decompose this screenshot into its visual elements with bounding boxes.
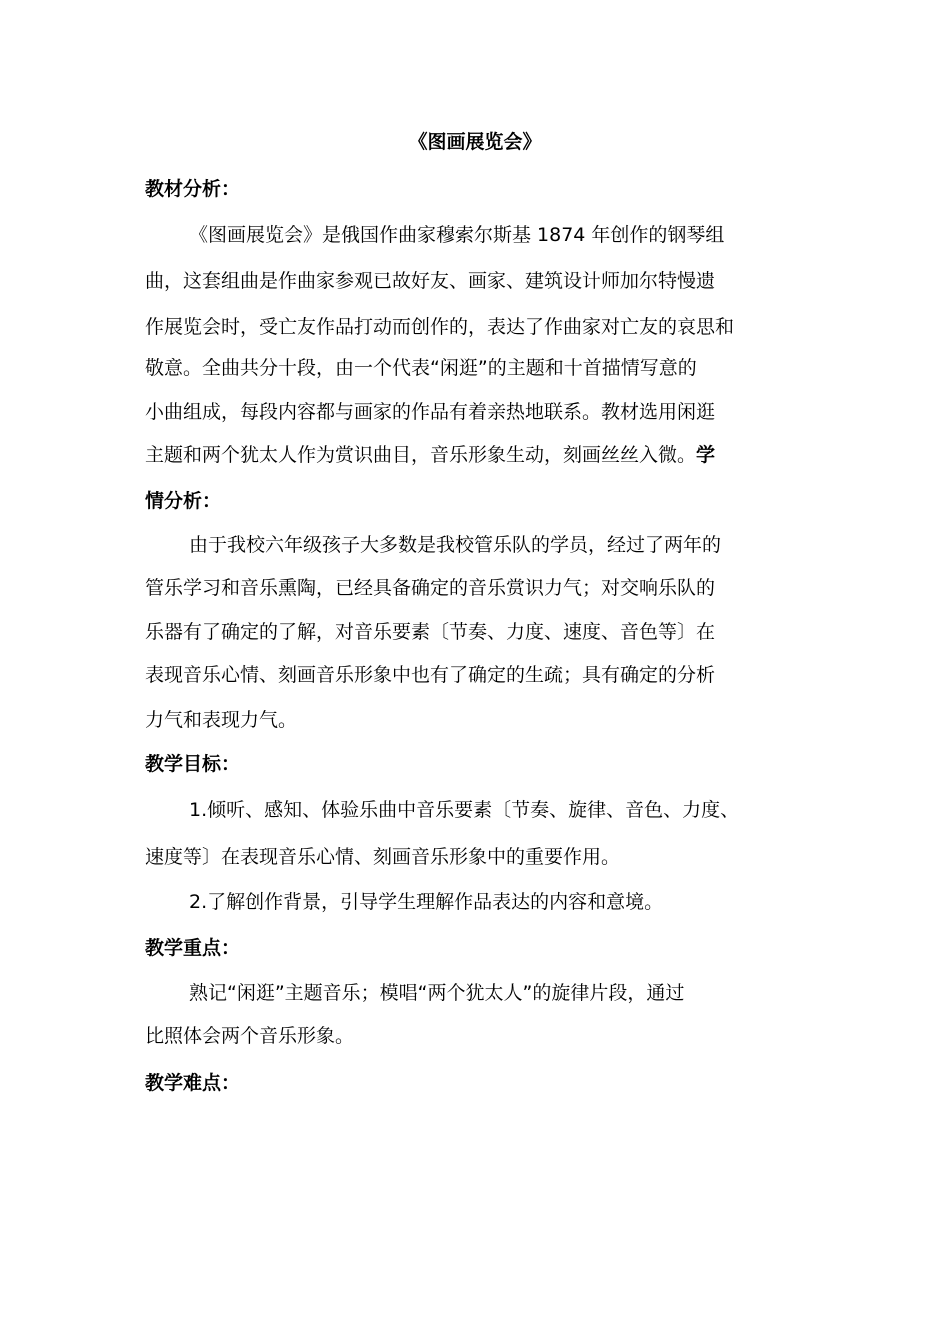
section-heading-teaching-difficulty: 教学难点：	[145, 1072, 241, 1094]
paragraph-line: 速度等〕在表现音乐心情、刻画音乐形象中的重要作用。	[145, 846, 621, 868]
paragraph-text: 主题和两个犹太人作为赏识曲目，音乐形象生动，刻画丝丝入微。	[145, 444, 697, 466]
paragraph-line: 熟记“闲逛”主题音乐；模唱“两个犹太人”的旋律片段，通过	[189, 982, 685, 1004]
paragraph-line: 敬意。全曲共分十段，由一个代表“闲逛”的主题和十首描情写意的	[145, 357, 697, 379]
paragraph-line: 小曲组成，每段内容都与画家的作品有着亲热地联系。教材选用闲逛	[145, 401, 716, 423]
section-heading-student-analysis: 情分析：	[145, 490, 222, 512]
paragraph-line: 曲，这套组曲是作曲家参观已故好友、画家、建筑设计师加尔特慢遗	[145, 270, 716, 292]
document-title: 《图画展览会》	[408, 131, 542, 153]
paragraph-line: 力气和表现力气。	[145, 709, 298, 731]
paragraph-line: 表现音乐心情、刻画音乐形象中也有了确定的生疏；具有确定的分析	[145, 664, 716, 686]
paragraph-line: 2.了解创作背景，引导学生理解作品表达的内容和意境。	[189, 891, 664, 913]
paragraph-line: 乐器有了确定的了解，对音乐要素〔节奏、力度、速度、音色等〕在	[145, 621, 716, 643]
paragraph-line: 《图画展览会》是俄国作曲家穆索尔斯基 1874 年创作的钢琴组	[189, 224, 725, 246]
section-heading-teaching-goals: 教学目标：	[145, 753, 241, 775]
paragraph-line: 管乐学习和音乐熏陶，已经具备确定的音乐赏识力气；对交响乐队的	[145, 577, 716, 599]
paragraph-line: 比照体会两个音乐形象。	[145, 1025, 355, 1047]
paragraph-line: 由于我校六年级孩子大多数是我校管乐队的学员，经过了两年的	[189, 534, 722, 556]
paragraph-line: 作展览会时，受亡友作品打动而创作的，表达了作曲家对亡友的哀思和	[145, 316, 735, 338]
paragraph-line: 1.倾听、感知、体验乐曲中音乐要素〔节奏、旋律、音色、力度、	[189, 799, 740, 821]
section-heading-teaching-focus: 教学重点：	[145, 937, 241, 959]
paragraph-line	[145, 442, 715, 468]
section-heading-student-analysis-start: 学	[696, 444, 716, 466]
section-heading-textbook-analysis: 教材分析：	[145, 178, 241, 200]
